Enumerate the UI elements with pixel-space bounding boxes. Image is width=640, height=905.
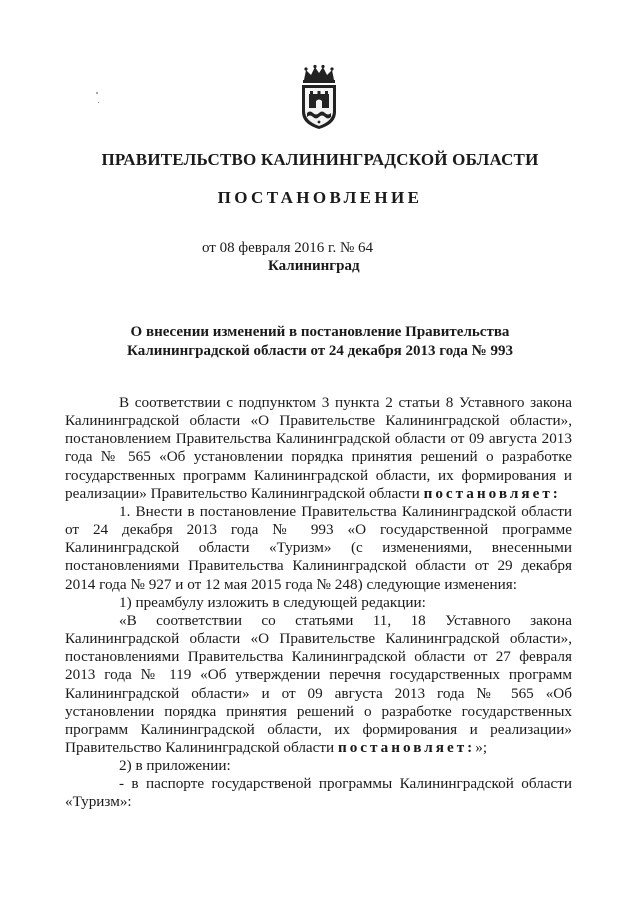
date-prefix: от — [202, 240, 216, 256]
number-sign: № — [339, 240, 355, 256]
scan-speck — [96, 92, 98, 94]
resolution-keyword: постановляет: — [423, 484, 561, 502]
scan-speck — [98, 102, 99, 103]
document-body — [65, 394, 572, 812]
paragraph-passport: - в паспорте государственой программы Калининградской области «Туризм»: — [65, 775, 572, 811]
subject-line-1: О внесении изменений в постановление Правительства — [130, 324, 510, 340]
dateline — [202, 240, 373, 257]
paragraph-text: В соответствии с подпунктом 3 пункта 2 статьи 8 Уставного закона Калининградской области «О Правительстве Калининградской области», постановлением Правительства Калининградской области от 09 августа 2013 года № 565 «Об установлении порядка принятия решений о разработке государственных программ Калининградской области, их формирования и реализации» Правительство Калининградской области — [65, 394, 572, 502]
document-number: 64 — [358, 240, 374, 256]
paragraph-subitem-1: 1) преамбулу изложить в следующей редакции: — [119, 593, 426, 611]
government-title: ПРАВИТЕЛЬСТВО КАЛИНИНГРАДСКОЙ ОБЛАСТИ — [101, 150, 539, 169]
document-type: ПОСТАНОВЛЕНИЕ — [217, 188, 423, 207]
paragraph-preamble — [65, 394, 572, 503]
paragraph-text: «В соответствии со статьями 11, 18 Уставного закона Калининградской области «О Правительстве Калининградской области», постановлениями Правительства Калининградской области от 27 февраля 2013 года № 119 «Об утверждении перечня государственных программ Калининградской области» и от 09 августа 2013 года № 565 «Об установлении порядка принятия решений о разработке государственных программ Калининградской области, их формирования и реализации» Правительство Калининградской области — [65, 611, 572, 756]
paragraph-quoted-preamble — [65, 612, 572, 757]
quote-close: »; — [475, 738, 488, 756]
city: Калининград — [268, 258, 360, 274]
date-value: 08 февраля — [219, 240, 291, 256]
paragraph-subitem-2: 2) в приложении: — [119, 757, 231, 775]
resolution-keyword: постановляет: — [337, 738, 476, 756]
document-subject — [0, 323, 640, 361]
kaliningrad-coat-of-arms-icon — [296, 64, 342, 130]
paragraph-item-1: 1. Внести в постановление Правительства Калининградской области от 24 декабря 2013 года № 993 «О государственной программе Калининградской области «Туризм» (с изменениями, внесенными постановлениями Правительства Калининградской области от 29 декабря 2014 года № 927 и от 12 мая 2015 года № 248) следующие изменения: — [65, 502, 572, 593]
date-year: 2016 г. — [294, 240, 337, 256]
subject-line-2: Калининградской области от 24 декабря 2013 года № 993 — [127, 343, 513, 359]
